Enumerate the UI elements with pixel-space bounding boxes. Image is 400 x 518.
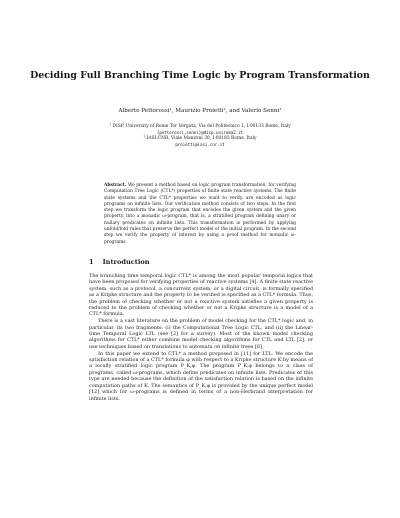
paper-title: Deciding Full Branching Time Logic by Program Transformation [30,70,370,81]
affiliation-1: ¹ DISP, University of Rome Tor Vergata, Via del Politecnico 1, I-00133 Rome, Italy [109,124,291,129]
abstract-text: We present a method based on logic program transformation, for verifying Computation Tree Logic (CTL*) properties of finite state reactive systems. The finite state systems and the CTL* properties we want to verify, are encoded as logic programs on infinite lists. Our verification method consists of two steps. In the first step we transform the logic program that encodes the given system and the given property, into a monadic ω-program, that is, a stratified program defining unary or nullary predicates on infinite lists. This transformation is performed by applying unfold/fold rules that preserve the perfect model of the initial program. In the second step we verify the property of interest by using a proof method for monadic ω-programs. [104,183,296,245]
section-body [89,273,313,402]
affiliation-1-email: {pettorossi,senni}@disp.uniroma2.it [156,130,244,135]
paragraph-1: The branching time temporal logic CTL* is among the most popular temporal logics that have been proposed for verifying properties of reactive systems [4]. A finite state reactive system, such as a protocol, a concurrent system, or a digital circuit, is formally specified as a Kripke structure and the property to be verified is specified as a CTL* formula. Thus, the problem of checking whether or not a reactive system satisfies a given property is reduced to the problem of checking whether or not a Kripke structure is a model of a CTL* formula. [89,273,313,318]
affiliation-2-email: proietti@iasi.cnr.it [175,142,225,147]
affiliation-2: ² IASI-CNR, Viale Manzoni 30, I-00185 Rome, Italy [143,136,257,141]
paragraph-2: There is a vast literature on the problem of model checking for the CTL* logic and, in particular, its two fragments: (i) the Computational Tree Logic CTL, and (ii) the Linear-time Temporal Logic LTL (see [2] for a survey). Most of the known model checking algorithms for CTL* either combine model checking algorithms for CTL and LTL [2], or use techniques based on translations to automata on infinite trees [6]. [89,318,313,350]
paragraph-3: In this paper we extend to CTL* a method proposed in [11] for LTL. We encode the satisfaction relation of a CTL* formula φ with respect to a Kripke structure K by means of a locally stratified logic program P_K,φ. The program P_K,φ belongs to a class of programs, called ω-programs, which define predicates on infinite lists. Predicates of this type are needed because the definition of the satisfaction relation is based on the infinite computation paths of K. The semantics of P_K,φ is provided by the unique perfect model [12] which for ω-programs is defined in terms of a non-Herbrand interpretation for infinite lists. [89,350,313,402]
section-title: Introduction [102,258,150,266]
author-list: Alberto Pettorossi¹, Maurizio Proietti², and Valerio Senni¹ [118,108,282,114]
affiliations [0,124,400,148]
section-heading [89,258,150,266]
abstract [104,183,296,246]
abstract-label: Abstract. [104,183,127,188]
section-number: 1 [89,258,94,266]
